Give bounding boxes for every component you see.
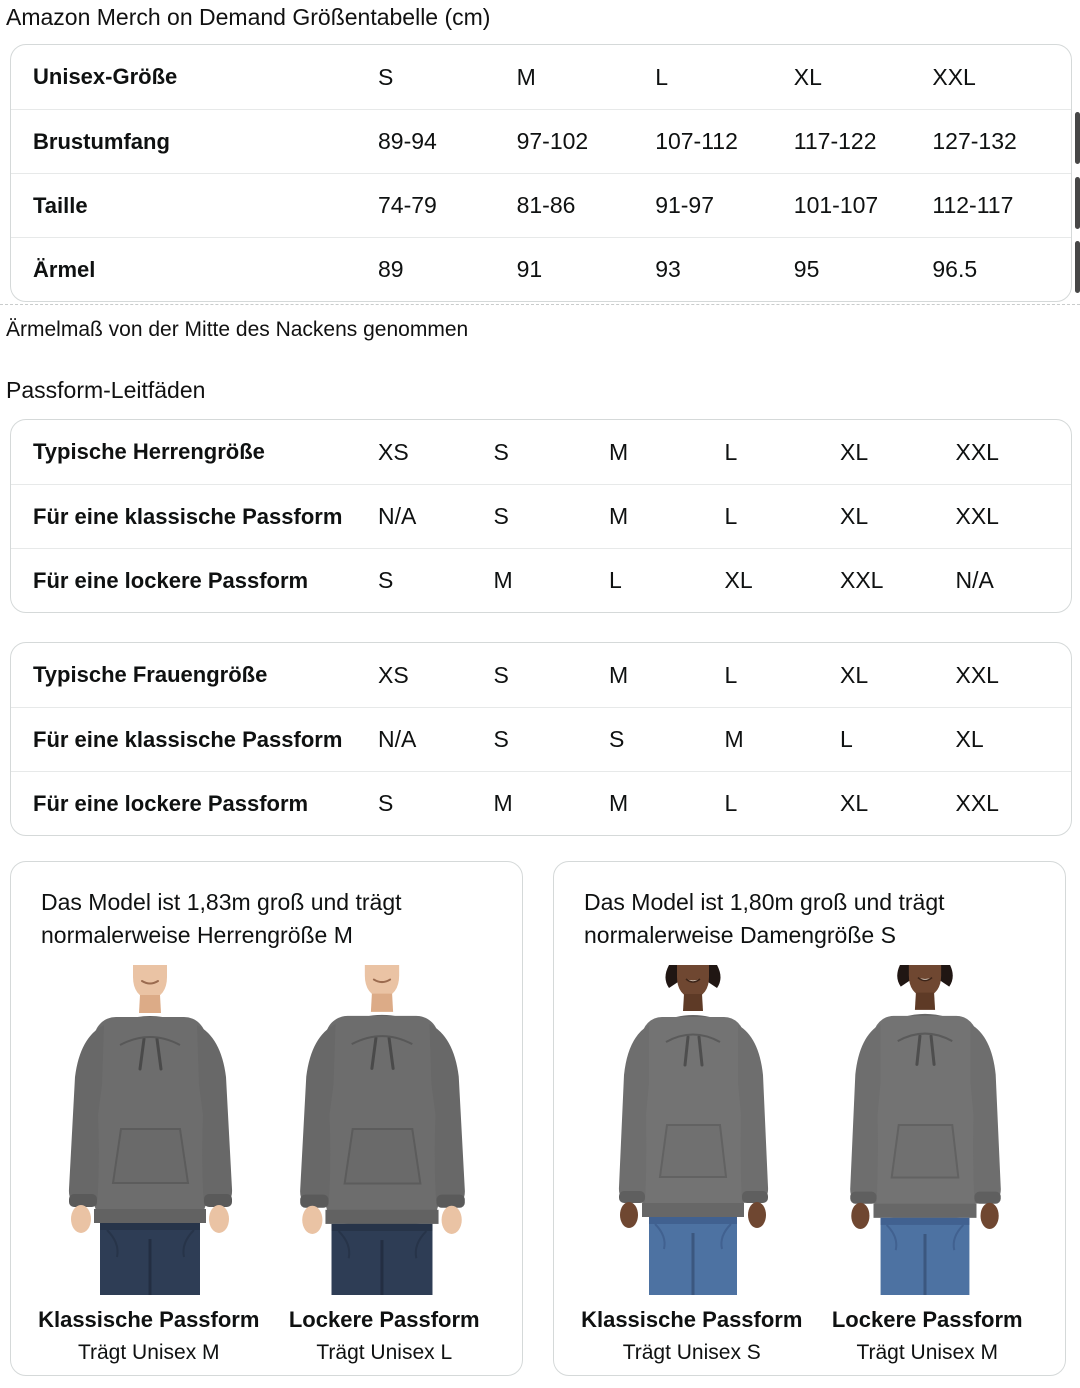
size-cell: XXL <box>955 438 999 465</box>
row-label: Ärmel <box>33 256 96 282</box>
size-cell: 89 <box>378 256 404 282</box>
size-cell: L <box>724 503 738 529</box>
caption-block <box>810 1307 1046 1365</box>
size-cell: XXL <box>840 567 884 593</box>
fit-caption: Lockere Passform <box>288 1307 480 1332</box>
table-row <box>11 173 1071 237</box>
size-cell: 101-107 <box>793 192 879 218</box>
size-cell: 91 <box>516 256 543 282</box>
size-cell: M <box>493 567 513 593</box>
row-scrollbar-thumb[interactable] <box>1075 177 1080 229</box>
size-cell: S <box>378 790 394 816</box>
male-model-loose-illustration <box>281 965 486 1295</box>
size-cell: XL <box>840 661 869 688</box>
table-row <box>11 643 1071 707</box>
size-cell: L <box>609 567 622 593</box>
size-cell: XL <box>840 438 869 465</box>
size-cell: 112-117 <box>932 192 1014 218</box>
unisex-size-table <box>10 44 1072 302</box>
size-cell: L <box>655 63 668 90</box>
table-row <box>11 237 1071 301</box>
size-cell: S <box>609 726 625 752</box>
row-label: Für eine klassische Passform <box>33 726 343 752</box>
size-cell: XXL <box>955 661 999 688</box>
female-model-classic-illustration <box>591 965 796 1295</box>
size-cell: L <box>724 438 738 465</box>
table-row <box>11 45 1071 109</box>
size-cell: XXL <box>932 63 976 90</box>
row-label: Typische Herrengröße <box>33 439 265 464</box>
size-cell: XXL <box>955 503 999 529</box>
size-cell: 107-112 <box>655 128 738 154</box>
size-cell: S <box>493 503 509 529</box>
table-row <box>11 707 1071 771</box>
fit-caption: Lockere Passform <box>831 1307 1023 1332</box>
size-cell: S <box>493 438 509 465</box>
fit-size-caption: Trägt Unisex M <box>856 1341 999 1364</box>
size-cell: L <box>724 661 738 688</box>
size-cell: XL <box>793 63 822 90</box>
table-row <box>11 420 1071 484</box>
female-model-loose-illustration <box>824 965 1029 1295</box>
caption-block <box>267 1307 503 1365</box>
row-label: Für eine lockere Passform <box>33 790 309 816</box>
dashed-divider <box>0 304 1080 305</box>
mens-fit-table <box>10 419 1072 613</box>
size-cell: S <box>378 63 394 90</box>
table-row <box>11 548 1071 612</box>
size-cell: N/A <box>378 726 417 752</box>
mens-model-card <box>10 861 523 1376</box>
size-cell: 93 <box>655 256 681 282</box>
size-cell: 91-97 <box>655 192 715 218</box>
caption-block <box>31 1307 267 1365</box>
fit-size-caption: Trägt Unisex S <box>622 1341 761 1364</box>
size-cell: 89-94 <box>378 128 437 154</box>
model-photo-classic-fit-female <box>591 965 796 1295</box>
row-scrollbar-thumb[interactable] <box>1075 241 1080 293</box>
size-cell: N/A <box>378 503 417 529</box>
model-photo-loose-fit-female <box>824 965 1029 1295</box>
table-row <box>11 109 1071 173</box>
row-label: Für eine lockere Passform <box>33 567 309 593</box>
male-model-classic-illustration <box>48 965 253 1295</box>
caption-block <box>574 1307 810 1365</box>
size-cell: XL <box>955 726 984 752</box>
photo-captions <box>574 1307 1045 1365</box>
model-photos <box>31 965 502 1295</box>
table-row <box>11 484 1071 548</box>
fit-caption: Klassische Passform <box>581 1307 803 1332</box>
size-cell: XS <box>378 661 409 688</box>
table-row <box>11 771 1071 835</box>
size-cell: S <box>493 726 509 752</box>
model-photo-classic-fit-male <box>48 965 253 1295</box>
size-cell: L <box>724 790 738 816</box>
womens-fit-table <box>10 642 1072 836</box>
row-label: Für eine klassische Passform <box>33 503 343 529</box>
fit-guides-heading: Passform-Leitfäden <box>6 377 206 403</box>
row-label: Unisex-Größe <box>33 64 178 89</box>
size-cell: M <box>516 63 536 90</box>
size-cell: XL <box>724 567 753 593</box>
size-cell: M <box>609 438 629 465</box>
size-cell: S <box>493 661 509 688</box>
size-cell: 96.5 <box>932 256 978 282</box>
size-cell: L <box>840 726 853 752</box>
fit-size-caption: Trägt Unisex M <box>77 1341 220 1364</box>
size-cell: 97-102 <box>516 128 589 154</box>
model-photos <box>574 965 1045 1295</box>
fit-caption: Klassische Passform <box>38 1307 260 1332</box>
model-cards-row <box>10 861 1080 1376</box>
size-cell: 81-86 <box>516 192 576 218</box>
sleeve-measure-note: Ärmelmaß von der Mitte des Nackens genommen <box>6 318 469 341</box>
size-cell: XS <box>378 438 409 465</box>
size-cell: 95 <box>793 256 820 282</box>
size-cell: N/A <box>955 567 994 593</box>
row-label: Taille <box>33 192 88 218</box>
size-cell: M <box>493 790 513 816</box>
page-title: Amazon Merch on Demand Größentabelle (cm) <box>6 4 491 30</box>
size-cell: M <box>609 790 629 816</box>
model-description: Das Model ist 1,80m groß und trägt normalerweise Damengröße S <box>584 889 945 948</box>
size-cell: XL <box>840 790 869 816</box>
model-description: Das Model ist 1,83m groß und trägt normalerweise Herrengröße M <box>41 889 402 948</box>
womens-model-card <box>553 861 1066 1376</box>
size-cell: M <box>724 726 744 752</box>
model-photo-loose-fit-male <box>281 965 486 1295</box>
fit-size-caption: Trägt Unisex L <box>316 1341 453 1364</box>
row-label: Typische Frauengröße <box>33 662 268 687</box>
size-cell: M <box>609 503 629 529</box>
size-cell: S <box>378 567 394 593</box>
size-cell: 117-122 <box>793 128 877 154</box>
photo-captions <box>31 1307 502 1365</box>
size-cell: XXL <box>955 790 999 816</box>
row-scrollbar-thumb[interactable] <box>1075 112 1080 164</box>
size-cell: M <box>609 661 629 688</box>
row-label: Brustumfang <box>33 128 170 154</box>
size-cell: 127-132 <box>932 128 1017 154</box>
size-cell: 74-79 <box>378 192 437 218</box>
size-cell: XL <box>840 503 869 529</box>
